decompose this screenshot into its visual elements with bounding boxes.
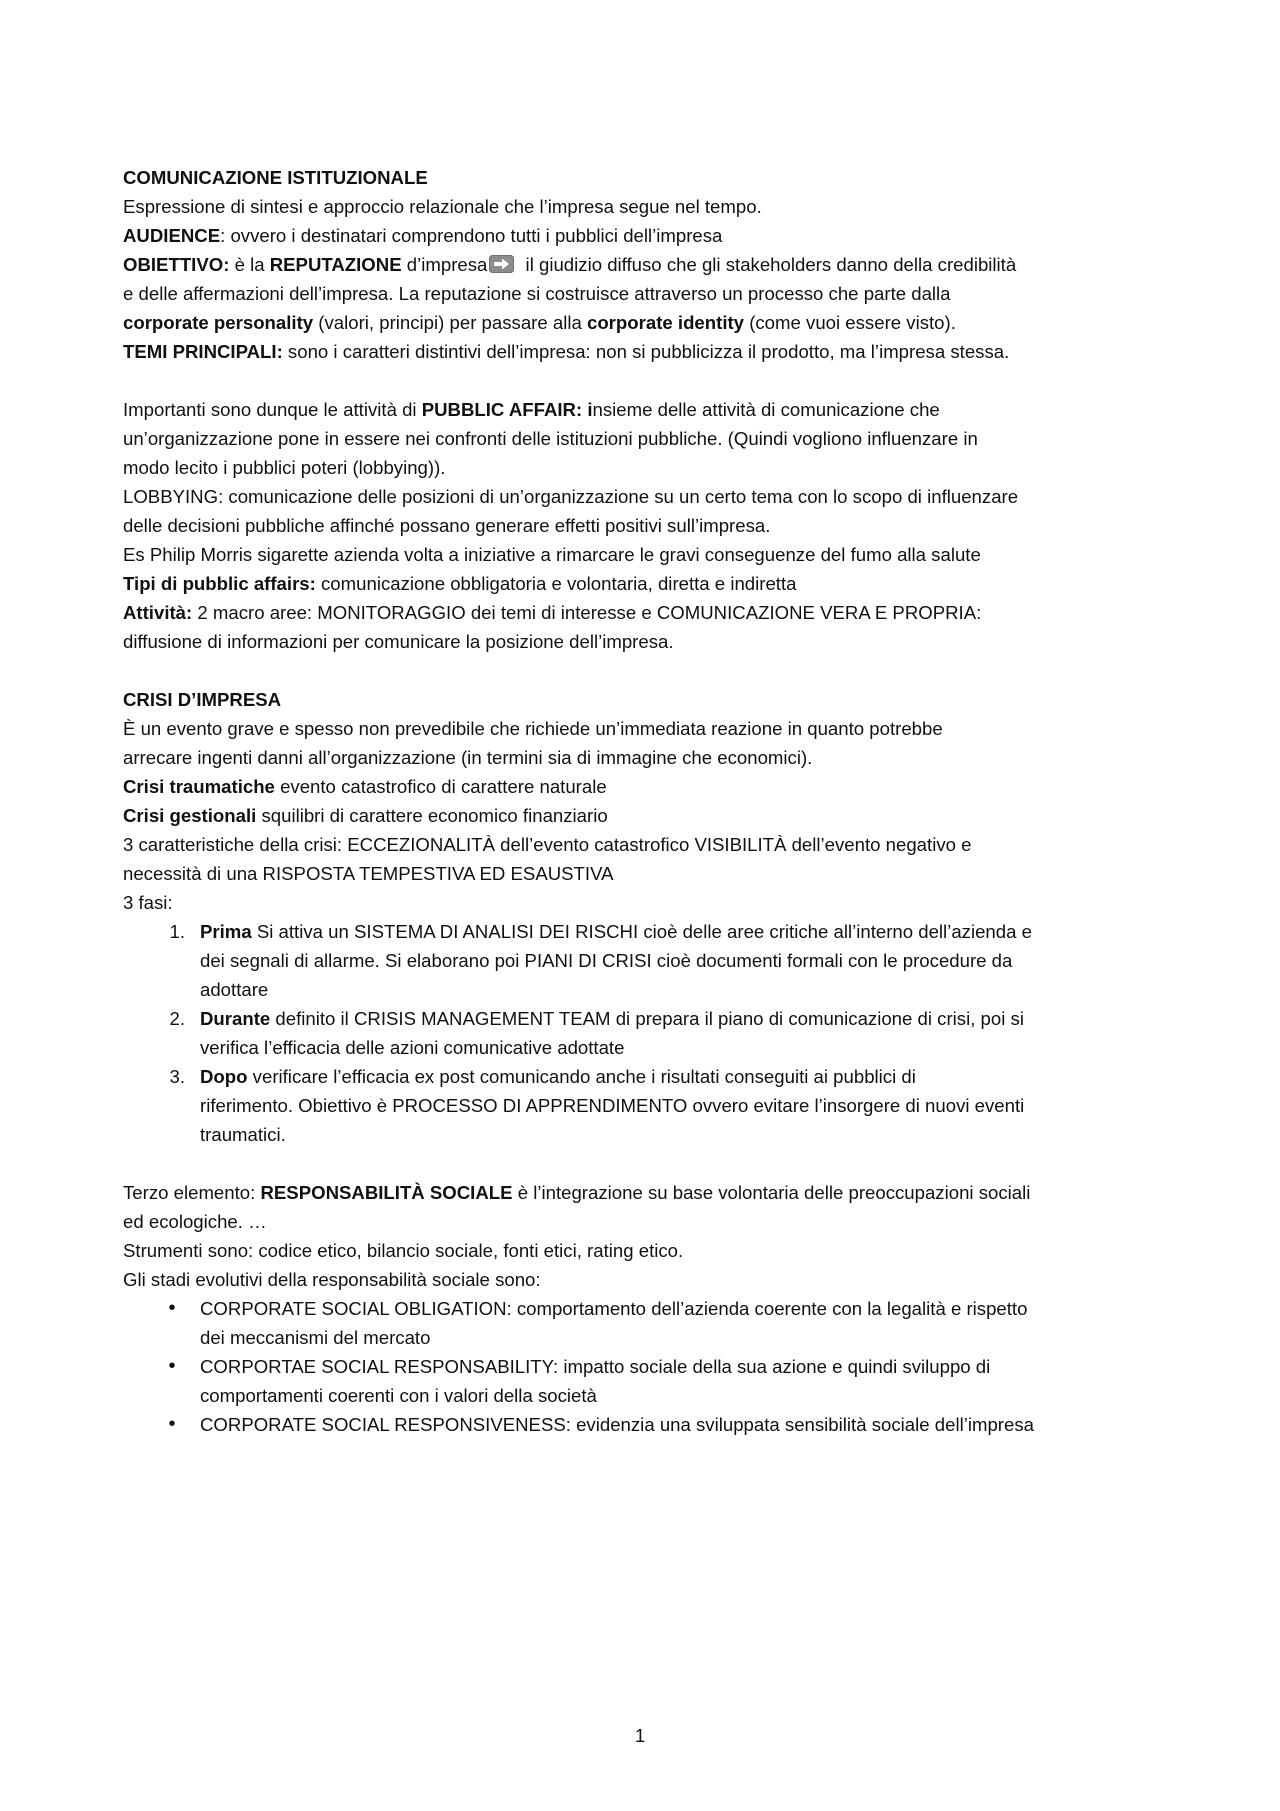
bullet-icon: • <box>168 1413 176 1435</box>
spacer <box>123 656 1173 685</box>
paragraph-line: modo lecito i pubblici poteri (lobbying)). <box>123 457 446 478</box>
paragraph-line: LOBBYING: comunicazione delle posizioni di un’organizzazione su un certo tema con lo scopo di influenzare <box>123 486 1019 507</box>
list-number: 2. <box>169 1008 185 1029</box>
paragraph-line: diffusione di informazioni per comunicare la posizione dell’impresa. <box>123 631 674 652</box>
paragraph-line: ed ecologiche. … <box>123 1211 267 1232</box>
list-number: 3. <box>169 1066 185 1087</box>
right-arrow-icon <box>489 255 514 273</box>
phases-list <box>123 917 1173 1149</box>
paragraph-line: Terzo elemento: RESPONSABILITÀ SOCIALE è l’integrazione su base volontaria delle preoccupazioni sociali <box>123 1182 1031 1203</box>
spacer <box>123 366 1173 395</box>
stages-list <box>123 1294 1173 1439</box>
paragraph-line: 3 caratteristiche della crisi: ECCEZIONALITÀ dell’evento catastrofico VISIBILITÀ dell’evento negativo e <box>123 834 972 855</box>
list-item: • CORPORTAE SOCIAL RESPONSABILITY: impatto sociale della sua azione e quindi sviluppo di comportamenti coerenti con i valori della società <box>123 1352 1173 1410</box>
activity-line: Attività: 2 macro aree: MONITORAGGIO dei temi di interesse e COMUNICAZIONE VERA E PROPRIA: <box>123 602 982 623</box>
paragraph-line: Importanti sono dunque le attività di PUBBLIC AFFAIR: insieme delle attività di comunicazione che <box>123 399 940 420</box>
section-title: CRISI D’IMPRESA <box>123 689 282 710</box>
list-item: 1. Prima Si attiva un SISTEMA DI ANALISI DEI RISCHI cioè delle aree critiche all’interno dell’azienda e dei segnali di allarme. Si elaborano poi PIANI DI CRISI cioè documenti formali con le procedure da adottare <box>123 917 1173 1004</box>
paragraph-line: delle decisioni pubbliche affinché possano generare effetti positivi sull’impresa. <box>123 515 771 536</box>
list-item: • CORPORATE SOCIAL OBLIGATION: comportamento dell’azienda coerente con la legalità e rispetto dei meccanismi del mercato <box>123 1294 1173 1352</box>
list-item: • CORPORATE SOCIAL RESPONSIVENESS: evidenzia una sviluppata sensibilità sociale dell’impresa <box>123 1410 1173 1439</box>
paragraph-line: 3 fasi: <box>123 892 173 913</box>
paragraph-line: arrecare ingenti danni all’organizzazione (in termini sia di immagine che economici). <box>123 747 813 768</box>
paragraph-line: corporate personality (valori, principi) per passare alla corporate identity (come vuoi essere visto). <box>123 312 956 333</box>
bullet-icon: • <box>168 1297 176 1319</box>
list-item: 2. Durante definito il CRISIS MANAGEMENT TEAM di prepara il piano di comunicazione di crisi, poi si verifica l’efficacia delle azioni comunicative adottate <box>123 1004 1173 1062</box>
bullet-icon: • <box>168 1355 176 1377</box>
paragraph-line: un’organizzazione pone in essere nei confronti delle istituzioni pubbliche. (Quindi vogliono influenzare in <box>123 428 978 449</box>
traumatic-line: Crisi traumatiche evento catastrofico di carattere naturale <box>123 776 607 797</box>
paragraph-line: Strumenti sono: codice etico, bilancio sociale, fonti etici, rating etico. <box>123 1240 684 1261</box>
paragraph-line: Espressione di sintesi e approccio relazionale che l’impresa segue nel tempo. <box>123 196 762 217</box>
spacer <box>123 1149 1173 1178</box>
managerial-line: Crisi gestionali squilibri di carattere economico finanziario <box>123 805 608 826</box>
page-number: 1 <box>634 1725 646 1746</box>
types-line: Tipi di pubblic affairs: comunicazione obbligatoria e volontaria, diretta e indiretta <box>123 573 797 594</box>
paragraph-line: e delle affermazioni dell’impresa. La reputazione si costruisce attraverso un processo che parte dalla <box>123 283 951 304</box>
paragraph-line: Es Philip Morris sigarette azienda volta a iniziative a rimarcare le gravi conseguenze del fumo alla salute <box>123 544 981 565</box>
paragraph-line: È un evento grave e spesso non prevedibile che richiede un’immediata reazione in quanto potrebbe <box>123 718 943 739</box>
themes-line: TEMI PRINCIPALI: sono i caratteri distintivi dell’impresa: non si pubblicizza il prodotto, ma l’impresa stessa. <box>123 341 1010 362</box>
objective-line: OBIETTIVO: è la REPUTAZIONE d’impresa il giudizio diffuso che gli stakeholders danno della credibilità <box>123 254 1017 275</box>
list-item: 3. Dopo verificare l’efficacia ex post comunicando anche i risultati conseguiti ai pubblici di riferimento. Obiettivo è PROCESSO DI APPRENDIMENTO ovvero evitare l’insorgere di nuovi eventi traumatici. <box>123 1062 1173 1149</box>
section-title: COMUNICAZIONE ISTITUZIONALE <box>123 167 428 188</box>
list-number: 1. <box>169 921 185 942</box>
audience-line: AUDIENCE: ovvero i destinatari comprendono tutti i pubblici dell’impresa <box>123 225 723 246</box>
document-page <box>123 163 1173 1439</box>
paragraph-line: necessità di una RISPOSTA TEMPESTIVA ED ESAUSTIVA <box>123 863 614 884</box>
paragraph-line: Gli stadi evolutivi della responsabilità sociale sono: <box>123 1269 541 1290</box>
